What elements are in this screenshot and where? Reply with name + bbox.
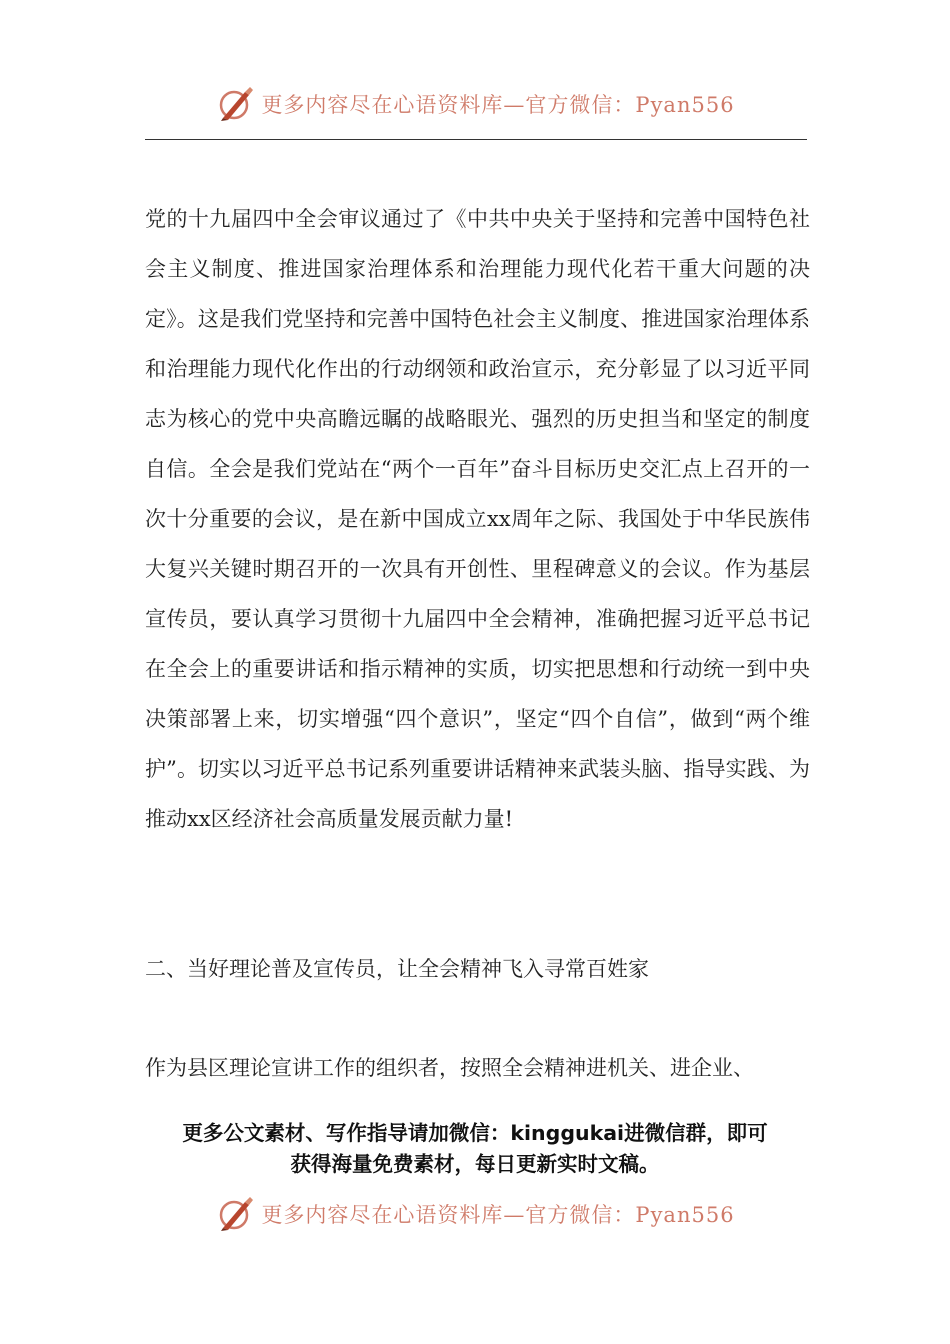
pen-logo-icon [215,1194,255,1234]
promo-notice [130,1118,820,1180]
body-paragraph-1: 党的十九届四中全会审议通过了《中共中央关于坚持和完善中国特色社会主义制度、推进国家治理体系和治理能力现代化若干重大问题的决定》。这是我们党坚持和完善中国特色社会主义制度、推进国家治理体系和治理能力现代化作出的行动纲领和政治宣示，充分彰显了以习近平同志为核心的党中央高瞻远瞩的战略眼光、强烈的历史担当和坚定的制度自信。全会是我们党站在“两个一百年”奋斗目标历史交汇点上召开的一次十分重要的会议，是在新中国成立xx周年之际、我国处于中华民族伟大复兴关键时期召开的一次具有开创性、里程碑意义的会议。作为基层宣传员，要认真学习贯彻十九届四中全会精神，准确把握习近平总书记在全会上的重要讲话和指示精神的实质，切实把思想和行动统一到中央决策部署上来，切实增强“四个意识”，坚定“四个自信”，做到“两个维护”。切实以习近平总书记系列重要讲话精神来武装头脑、指导实践、为推动xx区经济社会高质量发展贡献力量! [145,207,810,831]
promo-notice-line-1: 更多公文素材、写作指导请加微信：kinggukai进微信群，即可 [182,1121,768,1145]
footer-banner [0,1192,950,1236]
header-banner-text: 更多内容尽在心语资料库—官方微信：Pyan556 [261,93,735,117]
pen-logo-icon [215,84,255,124]
footer-banner-text: 更多内容尽在心语资料库—官方微信：Pyan556 [261,1203,735,1227]
promo-notice-line-2: 获得海量免费素材，每日更新实时文稿。 [290,1152,660,1176]
body-paragraph-2: 作为县区理论宣讲工作的组织者，按照全会精神进机关、进企业、 [145,1056,754,1080]
header-divider [145,139,807,140]
header-banner [0,82,950,126]
section-heading-2: 二、当好理论普及宣传员，让全会精神飞入寻常百姓家 [145,957,649,981]
